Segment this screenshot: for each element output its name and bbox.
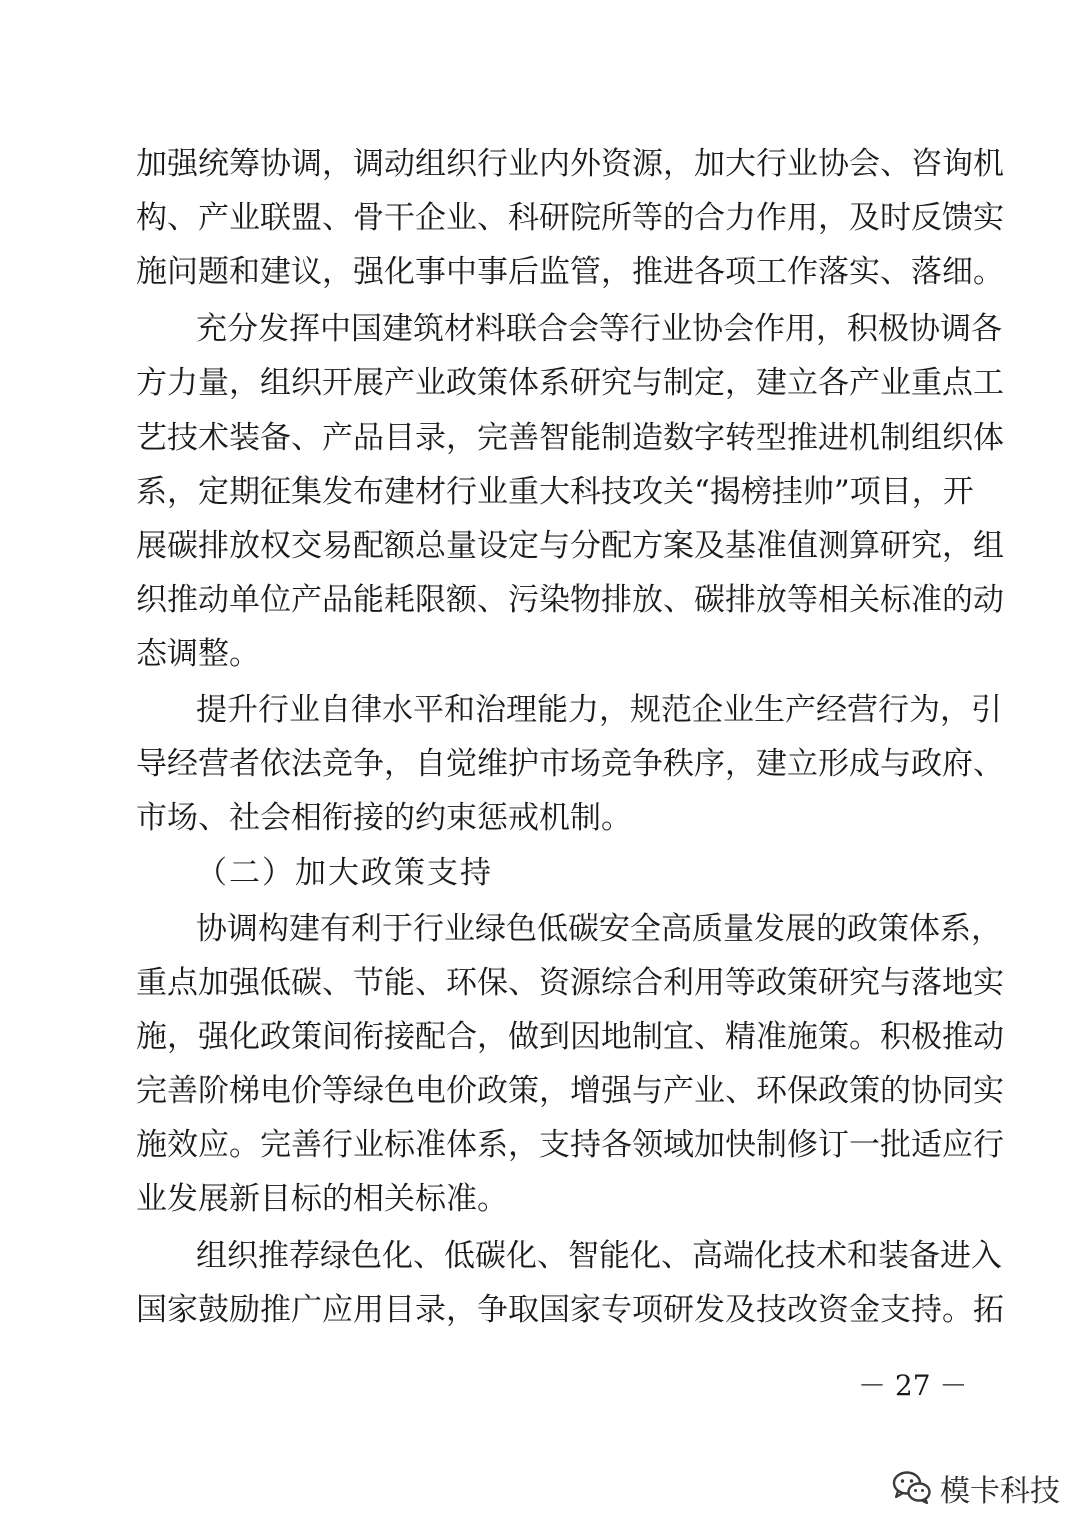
paragraph-line: 协调构建有利于行业绿色低碳安全高质量发展的政策体系， bbox=[196, 911, 1002, 947]
paragraph-line: 组织推荐绿色化、低碳化、智能化、高端化技术和装备进入 bbox=[196, 1238, 1002, 1274]
paragraph-line: 艺技术装备、产品目录，完善智能制造数字转型推进机制组织体 bbox=[136, 420, 1004, 456]
paragraph-line: 构、产业联盟、骨干企业、科研院所等的合力作用，及时反馈实 bbox=[136, 200, 1004, 236]
paragraph-line: 施，强化政策间衔接配合，做到因地制宜、精准施策。积极推动 bbox=[136, 1019, 1004, 1055]
paragraph-line: 施效应。完善行业标准体系，支持各领域加快制修订一批适应行 bbox=[136, 1127, 1004, 1163]
watermark-text: 模卡科技 bbox=[940, 1474, 1060, 1509]
paragraph-line: 织推动单位产品能耗限额、污染物排放、碳排放等相关标准的动 bbox=[136, 582, 1004, 618]
paragraph-line: 业发展新目标的相关标准。 bbox=[136, 1181, 508, 1217]
paragraph-line: 态调整。 bbox=[136, 636, 260, 672]
paragraph-line: 加强统筹协调，调动组织行业内外资源，加大行业协会、咨询机 bbox=[136, 146, 1004, 182]
paragraph-line: 方力量，组织开展产业政策体系研究与制定，建立各产业重点工 bbox=[136, 365, 1004, 401]
paragraph-line: 展碳排放权交易配额总量设定与分配方案及基准值测算研究，组 bbox=[136, 528, 1004, 564]
paragraph-line: 市场、社会相衔接的约束惩戒机制。 bbox=[136, 800, 632, 836]
wechat-icon bbox=[892, 1470, 932, 1506]
page-number: － 27 － bbox=[858, 1369, 968, 1402]
paragraph-line: 导经营者依法竞争，自觉维护市场竞争秩序，建立形成与政府、 bbox=[136, 746, 1004, 782]
paragraph-line: 国家鼓励推广应用目录，争取国家专项研发及技改资金支持。拓 bbox=[136, 1292, 1004, 1328]
section-heading: （二）加大政策支持 bbox=[196, 855, 493, 891]
paragraph-line: 施问题和建议，强化事中事后监管，推进各项工作落实、落细。 bbox=[136, 254, 1004, 290]
paragraph-line: 提升行业自律水平和治理能力，规范企业生产经营行为，引 bbox=[196, 692, 1002, 728]
paragraph-line: 完善阶梯电价等绿色电价政策，增强与产业、环保政策的协同实 bbox=[136, 1073, 1004, 1109]
paragraph-line: 充分发挥中国建筑材料联合会等行业协会作用，积极协调各 bbox=[196, 311, 1002, 347]
account-watermark bbox=[892, 1466, 1060, 1510]
paragraph-line: 重点加强低碳、节能、环保、资源综合利用等政策研究与落地实 bbox=[136, 965, 1004, 1001]
paragraph-line: 系，定期征集发布建材行业重大科技攻关“揭榜挂帅”项目，开 bbox=[136, 474, 974, 510]
